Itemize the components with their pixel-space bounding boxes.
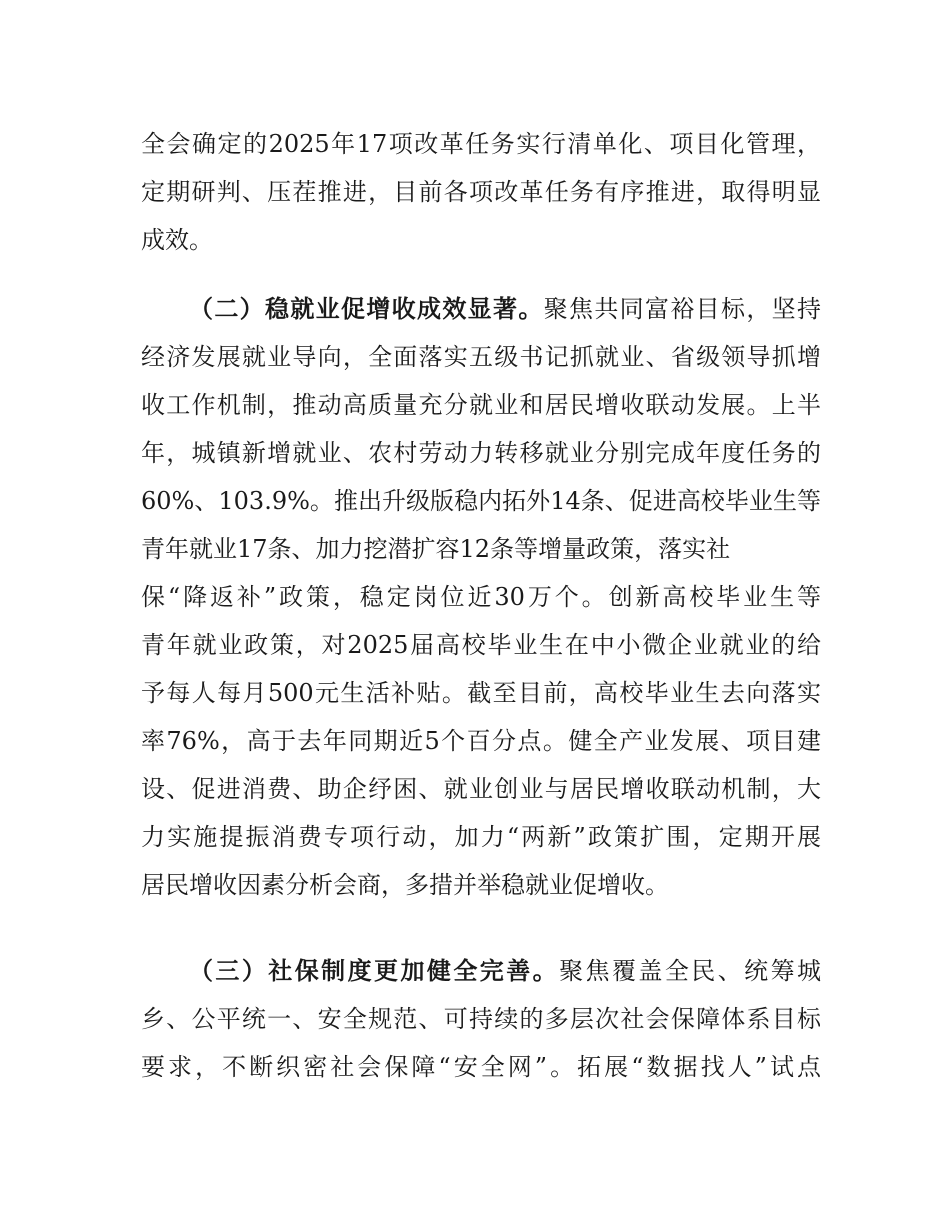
paragraph-line: 青年就业17条、加力挖潜扩容12条等增量政策，落实社	[141, 535, 731, 563]
section-three-first-line	[189, 951, 821, 991]
paragraph-line: 年，城镇新增就业、农村劳动力转移就业分别完成年度任务的	[141, 439, 821, 467]
paragraph-line: 定期研判、压茬推进，目前各项改革任务有序推进，取得明显	[141, 178, 821, 206]
paragraph-line: 力实施提振消费专项行动，加力“两新”政策扩围，定期开展	[141, 823, 821, 851]
section-two-heading: （二）稳就业促增收成效显著。	[189, 295, 544, 323]
section-three-heading: （三）社保制度更加健全完善。	[189, 957, 560, 985]
paragraph-line: 居民增收因素分析会商，多措并举稳就业促增收。	[141, 871, 669, 899]
paragraph-line: 收工作机制，推动高质量充分就业和居民增收联动发展。上半	[141, 391, 821, 419]
paragraph-line: 经济发展就业导向，全面落实五级书记抓就业、省级领导抓增	[141, 343, 821, 371]
section-two-first-line	[189, 289, 821, 329]
paragraph-line: 全会确定的2025年17项改革任务实行清单化、项目化管理，	[141, 130, 821, 158]
section-two-first-line-text: 聚焦共同富裕目标，坚持	[543, 295, 821, 323]
paragraph-line: 成效。	[141, 226, 213, 254]
paragraph-line: 予每人每月500元生活补贴。截至目前，高校毕业生去向落实	[141, 679, 821, 707]
paragraph-line: 保“降返补”政策，稳定岗位近30万个。创新高校毕业生等	[141, 583, 821, 611]
paragraph-line: 60%、103.9%。推出升级版稳内拓外14条、促进高校毕业生等	[141, 487, 821, 515]
paragraph-line: 设、促进消费、助企纾困、就业创业与居民增收联动机制，大	[141, 775, 821, 803]
paragraph-line: 率76%，高于去年同期近5个百分点。健全产业发展、项目建	[141, 727, 821, 755]
section-three-first-line-text: 聚焦覆盖全民、统筹城	[559, 957, 821, 985]
paragraph-line: 乡、公平统一、安全规范、可持续的多层次社会保障体系目标	[141, 1005, 821, 1033]
paragraph-line: 青年就业政策，对2025届高校毕业生在中小微企业就业的给	[141, 631, 821, 659]
paragraph-line: 要求，不断织密社会保障“安全网”。拓展“数据找人”试点	[141, 1053, 821, 1081]
